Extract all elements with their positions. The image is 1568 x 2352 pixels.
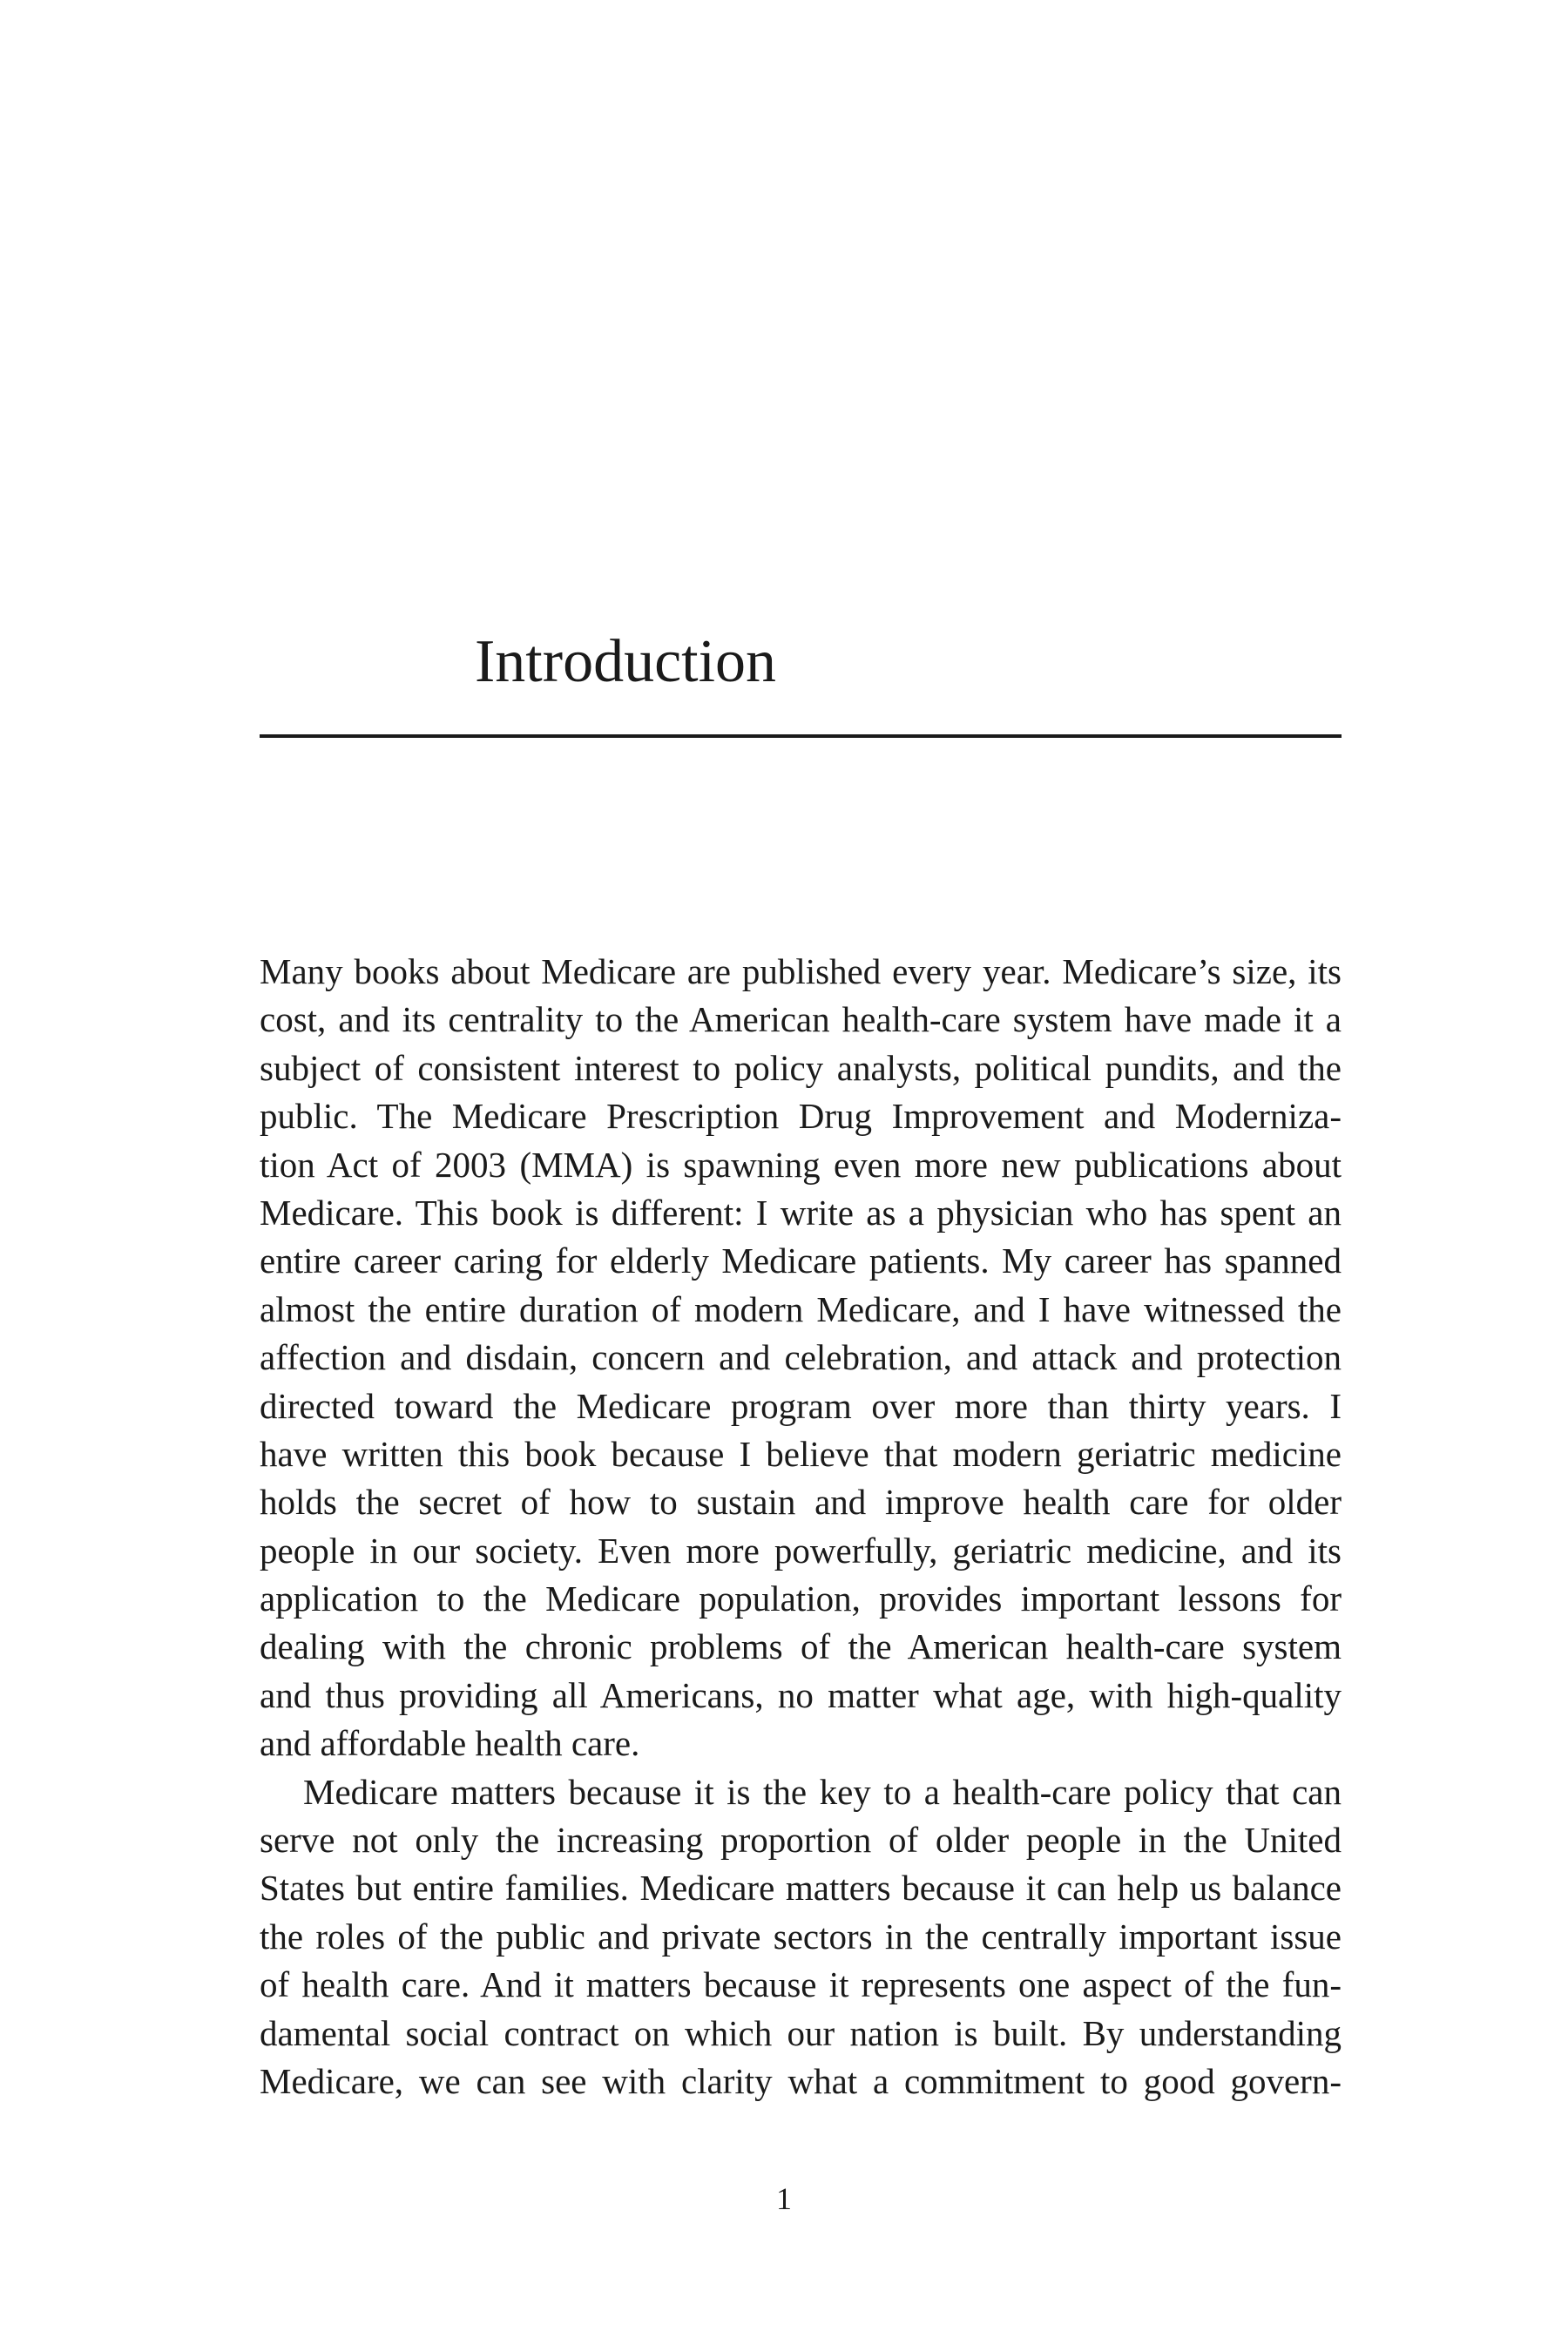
text-line: damental social contract on which our nation is built. By understanding [260,2012,1342,2053]
text-line: application to the Medicare population, provides important lessons for [260,1578,1342,1619]
text-line: Medicare. This book is different: I write as a physician who has spent an [260,1192,1342,1233]
text-line: people in our society. Even more powerfully, geriatric medicine, and its [260,1530,1342,1571]
text-line: Medicare, we can see with clarity what a commitment to good govern- [260,2060,1342,2101]
page-number: 1 [776,2181,792,2216]
body-text [260,948,1342,2105]
text-line: public. The Medicare Prescription Drug Improvement and Moderniza- [260,1096,1342,1137]
text-line: States but entire families. Medicare matters because it can help us balance [260,1868,1342,1909]
text-line: holds the secret of how to sustain and improve health care for older [260,1482,1342,1523]
text-line: cost, and its centrality to the American health-care system have made it a [260,999,1342,1040]
text-line: dealing with the chronic problems of the American health-care system [260,1626,1342,1667]
paragraph-2 [260,1768,1342,2106]
text-line: and affordable health care. [260,1723,640,1764]
text-line: tion Act of 2003 (MMA) is spawning even more new publications about [260,1144,1342,1185]
text-line: entire career caring for elderly Medicare patients. My career has spanned [260,1240,1342,1281]
text-line: serve not only the increasing proportion of older people in the United [260,1820,1342,1861]
text-line: have written this book because I believe that modern geriatric medicine [260,1433,1342,1474]
title-rule [260,734,1342,738]
text-line: and thus providing all Americans, no matter what age, with high-quality [260,1674,1342,1715]
text-line: affection and disdain, concern and celebration, and attack and protection [260,1337,1342,1378]
text-line: subject of consistent interest to policy analysts, political pundits, and the [260,1047,1342,1088]
text-line: of health care. And it matters because it represents one aspect of the fun- [260,1964,1342,2005]
text-line: Medicare matters because it is the key to a health-care policy that can [303,1771,1342,1812]
chapter-title: Introduction [475,628,777,695]
text-line: the roles of the public and private sectors in the centrally important issue [260,1916,1342,1957]
text-line: directed toward the Medicare program over more than thirty years. I [260,1385,1342,1426]
text-line: almost the entire duration of modern Medicare, and I have witnessed the [260,1288,1342,1329]
paragraph-1 [260,948,1342,1768]
text-line: Many books about Medicare are published every year. Medicare’s size, its [260,951,1342,991]
